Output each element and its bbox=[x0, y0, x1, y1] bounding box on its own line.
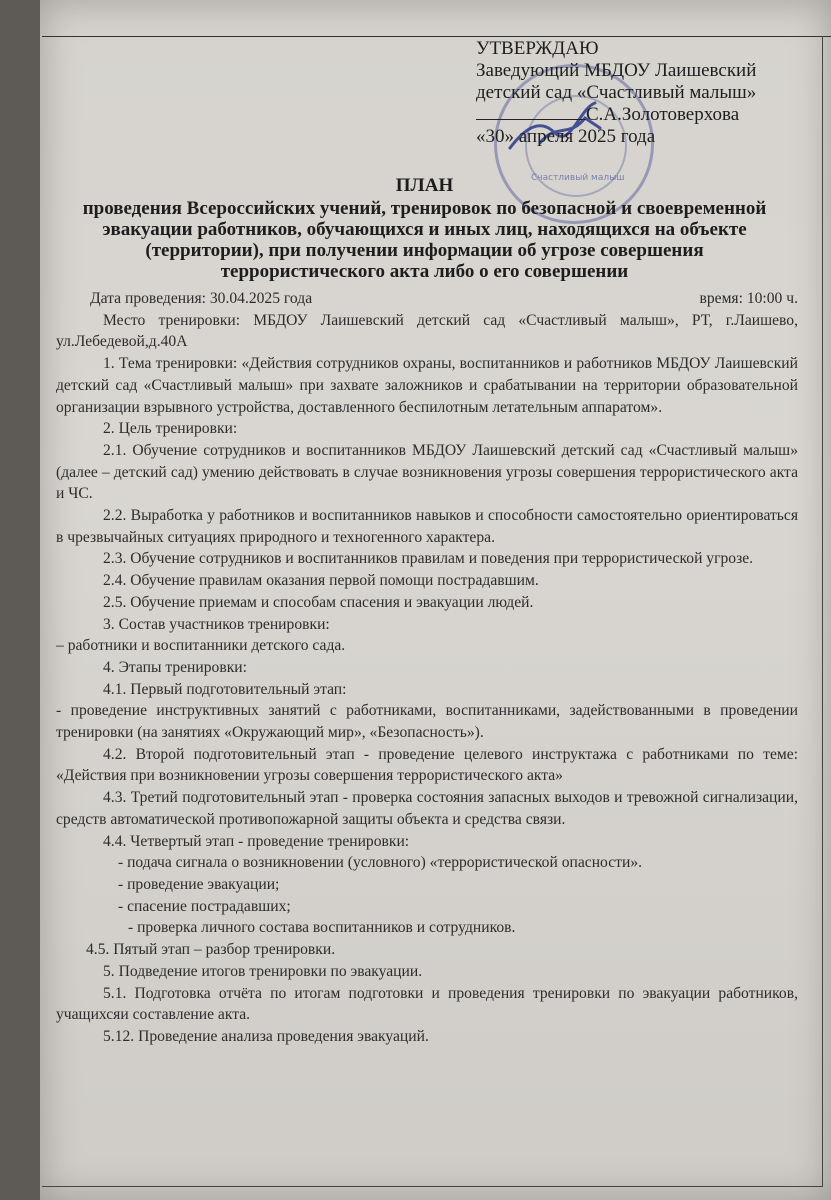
item-5-12: 5.12. Проведение анализа проведения эвакуаций. bbox=[103, 1027, 429, 1045]
item-5: 5. Подведение итогов тренировки по эвакуации. bbox=[103, 962, 423, 980]
place-paragraph: Место тренировки: МБДОУ Лаишевский детский сад «Счастливый малыш», РТ, г.Лаишево, ул.Лебедевой,д.40А bbox=[56, 311, 798, 351]
document-body bbox=[56, 288, 798, 1048]
item-4-4: 4.4. Четвертый этап - проведение тренировки: bbox=[103, 832, 410, 850]
title-line-3: (территории), при получении информации об угрозе совершения bbox=[145, 240, 704, 261]
time-label: время: 10:00 ч. bbox=[699, 290, 798, 307]
stamp-text: Счастливый малыш bbox=[531, 173, 625, 183]
approval-heading: УТВЕРЖДАЮ bbox=[476, 38, 599, 59]
title-line-4: террористического акта либо о его совершении bbox=[220, 261, 629, 282]
frame-line-bottom bbox=[42, 1186, 823, 1187]
item-4-4-c: - спасение пострадавших; bbox=[118, 897, 291, 915]
item-4-4-a: - подача сигнала о возникновении (условного) «террористической опасности». bbox=[118, 854, 643, 872]
item-4-5: 4.5. Пятый этап – разбор тренировки. bbox=[86, 941, 336, 959]
frame-line-right bbox=[822, 36, 823, 1186]
item-4-3: 4.3. Третий подготовительный этап - проверка состояния запасных выходов и тревожной сигнализации, средств автоматической противопожарной защиты объекта и средства связи. bbox=[56, 789, 798, 828]
item-2-5: 2.5. Обучение приемам и способам спасения и эвакуации людей. bbox=[103, 593, 534, 611]
approval-position-1: Заведующий МБДОУ Лаишевский bbox=[476, 60, 757, 81]
date-label: Дата проведения: 30.04.2025 года bbox=[90, 290, 313, 307]
item-4-2: 4.2. Второй подготовительный этап - проведение целевого инструктажа с работниками по теме: «Действия при возникновении угрозы совершения террористического акта» bbox=[56, 745, 798, 785]
item-2-3: 2.3. Обучение сотрудников и воспитанников правилам и поведения при террористической угрозе. bbox=[103, 550, 754, 568]
item-2-2: 2.2. Выработка у работников и воспитанников навыков и способности самостоятельно ориентироваться в чрезвычайных ситуациях природного и техногенного характера. bbox=[56, 507, 798, 546]
item-2-4: 2.4. Обучение правилам оказания первой помощи пострадавшим. bbox=[103, 572, 539, 590]
approval-block bbox=[476, 38, 806, 148]
item-5-1: 5.1. Подготовка отчёта по итогам подготовки и проведения тренировки по эвакуации работников, учащихсяи составление акта. bbox=[56, 984, 798, 1024]
approval-signer: С.А.Золотоверхова bbox=[586, 104, 740, 125]
item-4-4-d: - проверка личного состава воспитанников и сотрудников. bbox=[128, 919, 516, 937]
date-time-row bbox=[56, 288, 798, 310]
approval-date: «30» апреля 2025 года bbox=[476, 126, 656, 147]
title-line-1: проведения Всероссийских учений, тренировок по безопасной и своевременной bbox=[82, 198, 767, 219]
item-3-list: – работники и воспитанники детского сада. bbox=[56, 637, 346, 655]
title-line-2: эвакуации работников, обучающихся и иных лиц, находящихся на объекте bbox=[102, 219, 747, 240]
signature-line bbox=[476, 105, 586, 120]
document-title bbox=[52, 175, 797, 282]
item-1: 1. Тема тренировки: «Действия сотрудников охраны, воспитанников и работников МБДОУ Лаишевский детский сад «Счастливый малыш» при захвате заложников и срабатывании на территории образовательной организации взрывного устройства, доставленного беспилотным летательным аппаратом». bbox=[56, 355, 798, 416]
approval-signer-row bbox=[476, 104, 806, 126]
item-3: 3. Состав участников тренировки: bbox=[103, 615, 330, 633]
item-4-1-list: - проведение инструктивных занятий с работниками, воспитанниками, задействованными в проведении тренировки (на занятиях «Окружающий мир», «Безопасность»). bbox=[56, 702, 798, 742]
approval-position-2: детский сад «Счастливый малыш» bbox=[476, 82, 757, 103]
item-2: 2. Цель тренировки: bbox=[103, 420, 238, 438]
item-4-4-b: - проведение эвакуации; bbox=[118, 875, 280, 893]
item-4-1: 4.1. Первый подготовительный этап: bbox=[103, 680, 347, 698]
title-plan-word: ПЛАН bbox=[395, 175, 454, 196]
item-2-1: 2.1. Обучение сотрудников и воспитанников МБДОУ Лаишевский детский сад «Счастливый малыш» (далее – детский сад) умению действовать в случае возникновения угрозы совершения террористического акта и ЧС. bbox=[56, 441, 798, 503]
item-4: 4. Этапы тренировки: bbox=[103, 658, 247, 676]
frame-line-top bbox=[42, 36, 831, 37]
